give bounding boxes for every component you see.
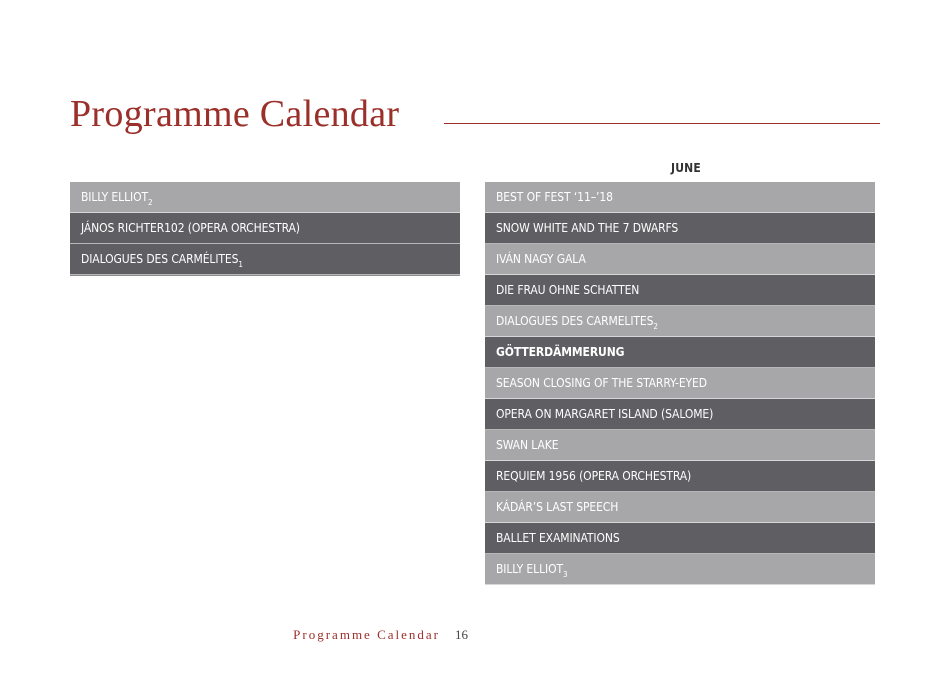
event-row: [70, 213, 460, 244]
event-row: [485, 399, 875, 430]
event-row: [485, 368, 875, 399]
event-name: BALLET EXAMINATIONS: [496, 531, 620, 545]
event-name: BILLY ELLIOT: [496, 562, 563, 576]
event-name: BILLY ELLIOT: [81, 190, 148, 204]
event-row: [485, 182, 875, 213]
event-performance-number: 2: [653, 322, 658, 331]
event-name: KÁDÁR’S LAST SPEECH: [496, 500, 619, 514]
month-label: JUNE: [671, 161, 701, 175]
event-name: BEST OF FEST ‘11–’18: [496, 190, 613, 204]
event-name: OPERA ON MARGARET ISLAND (SALOME): [496, 407, 714, 421]
event-performance-number: 1: [238, 260, 243, 269]
event-row: [70, 182, 460, 213]
event-name: JÁNOS RICHTER102 (OPERA ORCHESTRA): [81, 221, 300, 235]
event-name: IVÁN NAGY GALA: [496, 252, 586, 266]
page-title: Programme Calendar: [70, 93, 400, 135]
event-performance-number: 3: [562, 570, 568, 579]
page-number: 16: [455, 627, 468, 642]
event-row: [485, 275, 875, 306]
event-row: [485, 430, 875, 461]
event-row: [70, 244, 460, 275]
event-name: DIALOGUES DES CARMELITES: [496, 314, 654, 328]
event-name: SNOW WHITE AND THE 7 DWARFS: [496, 221, 679, 235]
event-row: [485, 554, 875, 585]
event-row: [485, 306, 875, 337]
event-performance-number: 2: [147, 198, 153, 207]
event-name: SWAN LAKE: [496, 438, 559, 452]
footer-label: Programme Calendar: [293, 627, 440, 642]
event-name: SEASON CLOSING OF THE STARRY-EYED: [496, 376, 707, 390]
event-row: [485, 492, 875, 523]
title-rule: [444, 123, 880, 124]
event-name: DIE FRAU OHNE SCHATTEN: [496, 283, 640, 297]
left-event-list: [70, 182, 460, 276]
footer: [0, 627, 944, 643]
event-row: [485, 244, 875, 275]
right-event-list: [485, 182, 875, 585]
event-row: [485, 337, 875, 368]
event-row: [485, 461, 875, 492]
event-row: [485, 213, 875, 244]
event-name: GÖTTERDÄMMERUNG: [496, 345, 625, 359]
event-name: DIALOGUES DES CARMÉLITES: [81, 252, 239, 266]
event-name: REQUIEM 1956 (OPERA ORCHESTRA): [496, 469, 692, 483]
event-row: [485, 523, 875, 554]
